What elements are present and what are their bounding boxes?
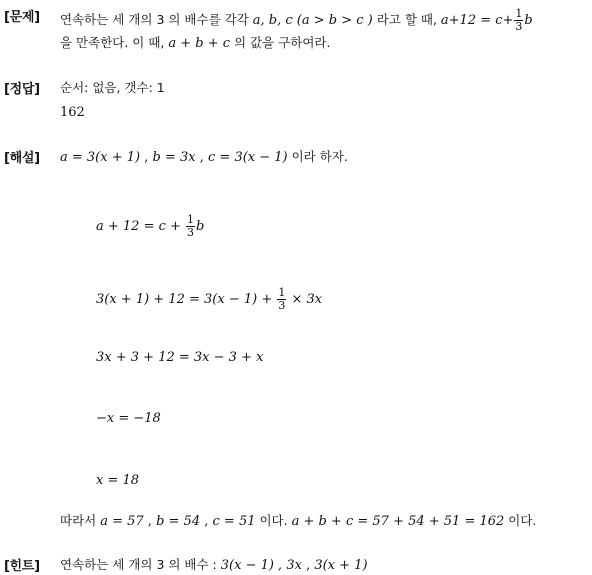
hint-label: [힌트] bbox=[4, 559, 40, 574]
solution-label: [해설] bbox=[4, 151, 40, 166]
hint-term-1: 3(x − 1) bbox=[220, 558, 274, 573]
solution-step-4: −x = −18 bbox=[96, 411, 161, 426]
conclusion-b: b = 54 bbox=[156, 514, 201, 529]
conclusion-a: a = 57 bbox=[100, 514, 144, 529]
solution-step-2 bbox=[96, 287, 322, 312]
answer-value: 162 bbox=[60, 105, 85, 120]
intro-c: c = 3(x − 1) bbox=[208, 150, 288, 165]
solution-intro bbox=[60, 148, 348, 167]
conclusion-sum: a + b + c = 57 + 54 + 51 = 162 bbox=[291, 514, 505, 529]
problem-vars: a, b, c bbox=[252, 13, 293, 28]
problem-label: [문제] bbox=[4, 10, 40, 25]
problem-text: 연속하는 세 개의 3 의 배수를 각각 bbox=[60, 12, 253, 27]
step2-left: 3(x + 1) + 12 = 3(x − 1) + bbox=[96, 292, 277, 307]
solution-step-5: x = 18 bbox=[96, 473, 140, 488]
conclusion-text-2: 이다. bbox=[255, 513, 292, 528]
hint-term-2: 3x bbox=[286, 558, 302, 573]
fraction-denominator: 3 bbox=[515, 20, 523, 33]
hint-sep-1: , bbox=[273, 558, 287, 573]
answer-label: [정답] bbox=[4, 82, 40, 97]
conclusion-c: c = 51 bbox=[212, 514, 256, 529]
fraction-numerator: 1 bbox=[187, 213, 195, 226]
answer-order: 순서: 없음, 갯수: 1 bbox=[60, 80, 165, 95]
step1-fraction bbox=[186, 214, 195, 239]
hint-line bbox=[60, 556, 368, 575]
problem-text-4: 의 값을 구하여라. bbox=[230, 35, 331, 50]
problem-text-2: 라고 할 때, bbox=[372, 12, 441, 27]
problem-fraction bbox=[514, 8, 523, 33]
problem-line-1 bbox=[60, 8, 533, 33]
hint-text: 연속하는 세 개의 3 의 배수 : bbox=[60, 557, 221, 572]
solution-step-1 bbox=[96, 214, 204, 239]
problem-text-3: 을 만족한다. 이 때, bbox=[60, 35, 169, 50]
hint-term-3: 3(x + 1) bbox=[314, 558, 368, 573]
problem-line-2 bbox=[60, 34, 330, 53]
intro-sep-1: , bbox=[140, 150, 153, 165]
step2-right: × 3x bbox=[287, 292, 323, 307]
intro-a: a = 3(x + 1) bbox=[60, 150, 141, 165]
step1-right: b bbox=[196, 219, 205, 234]
intro-text: 이라 하자. bbox=[287, 149, 348, 164]
intro-sep-2: , bbox=[195, 150, 208, 165]
conclusion-text-1: 따라서 bbox=[60, 513, 101, 528]
solution-step-3: 3x + 3 + 12 = 3x − 3 + x bbox=[96, 350, 264, 365]
step2-fraction bbox=[277, 287, 286, 312]
fraction-numerator: 1 bbox=[278, 286, 286, 299]
intro-b: b = 3x bbox=[152, 150, 196, 165]
problem-expression: a + b + c bbox=[168, 36, 231, 51]
fraction-numerator: 1 bbox=[515, 7, 523, 20]
solution-conclusion bbox=[60, 512, 536, 531]
step1-left: a + 12 = c + bbox=[96, 219, 186, 234]
hint-sep-2: , bbox=[301, 558, 315, 573]
conclusion-sep-2: , bbox=[200, 514, 213, 529]
conclusion-text-3: 이다. bbox=[504, 513, 537, 528]
problem-condition: (a > b > c ) bbox=[296, 13, 373, 28]
problem-equation-left: a+12 = c+ bbox=[440, 13, 514, 28]
problem-equation-right: b bbox=[524, 13, 533, 28]
conclusion-sep-1: , bbox=[143, 514, 157, 529]
fraction-denominator: 3 bbox=[187, 226, 195, 239]
fraction-denominator: 3 bbox=[278, 299, 286, 312]
